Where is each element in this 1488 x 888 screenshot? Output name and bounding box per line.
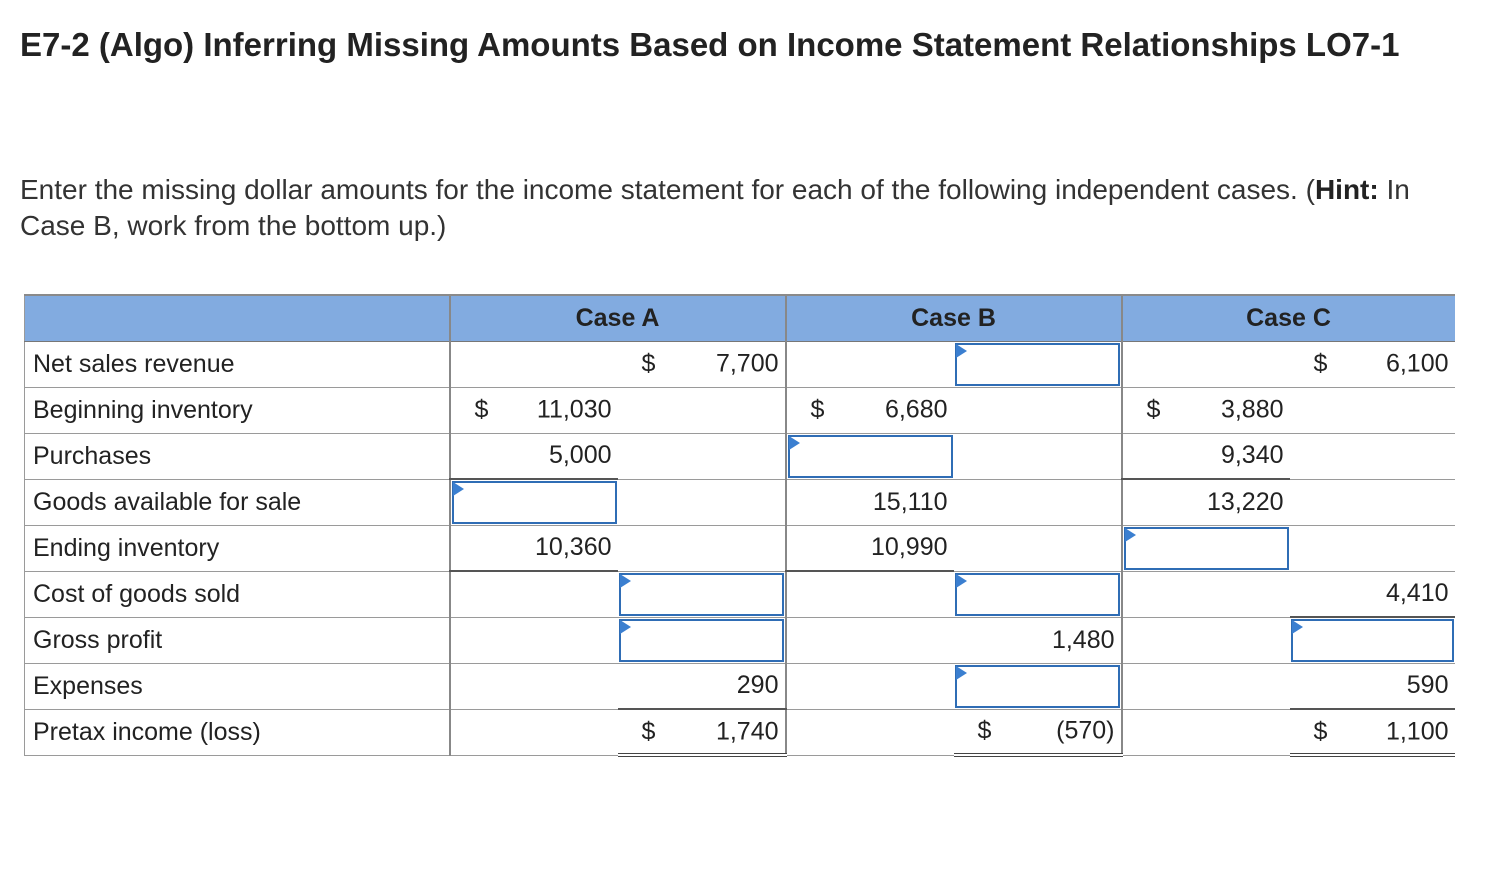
row-pretax-income <box>25 709 1455 755</box>
case-b-goods-available: 15,110 <box>786 479 954 525</box>
case-a-inner <box>450 709 618 755</box>
case-c-gross-profit[interactable] <box>1290 617 1455 663</box>
row-ending-inventory <box>25 525 1455 571</box>
header-case-b: Case B <box>786 295 1122 341</box>
dollar-sign: $ <box>810 395 825 424</box>
dollar-sign: $ <box>977 716 992 745</box>
dollar-sign: $ <box>641 349 656 378</box>
value: 6,100 <box>1385 349 1449 378</box>
dollar-sign: $ <box>1313 717 1328 745</box>
case-a-gross-profit-input[interactable] <box>619 619 784 662</box>
value: (570) <box>1056 716 1115 745</box>
case-c-pretax-income <box>1290 709 1455 755</box>
row-label: Cost of goods sold <box>25 571 450 617</box>
row-label: Goods available for sale <box>25 479 450 525</box>
case-c-goods-available: 13,220 <box>1122 479 1290 525</box>
case-c-outer <box>1290 387 1455 433</box>
row-beginning-inventory <box>25 387 1455 433</box>
case-b-expenses-input[interactable] <box>955 665 1120 708</box>
row-label: Ending inventory <box>25 525 450 571</box>
case-a-ending-inventory: 10,360 <box>450 525 618 571</box>
case-a-cogs[interactable] <box>618 571 786 617</box>
case-c-outer <box>1290 433 1455 479</box>
case-c-purchases: 9,340 <box>1122 433 1290 479</box>
case-b-inner <box>786 709 954 755</box>
value: 1,100 <box>1385 717 1449 745</box>
value: 6,680 <box>884 395 948 424</box>
case-a-gross-profit[interactable] <box>618 617 786 663</box>
case-c-outer <box>1290 525 1455 571</box>
case-c-outer <box>1290 479 1455 525</box>
income-statement-table <box>24 294 1455 757</box>
case-b-net-sales[interactable] <box>954 341 1122 387</box>
case-a-purchases: 5,000 <box>450 433 618 479</box>
case-c-net-sales <box>1290 341 1455 387</box>
case-c-ending-inventory[interactable] <box>1122 525 1290 571</box>
row-label: Beginning inventory <box>25 387 450 433</box>
row-purchases <box>25 433 1455 479</box>
case-a-outer <box>618 433 786 479</box>
case-a-outer <box>618 387 786 433</box>
case-b-inner <box>786 571 954 617</box>
case-b-cogs[interactable] <box>954 571 1122 617</box>
hint-label: Hint: <box>1314 174 1379 205</box>
header-case-c: Case C <box>1122 295 1455 341</box>
row-label: Purchases <box>25 433 450 479</box>
case-c-inner <box>1122 617 1290 663</box>
dollar-sign: $ <box>641 717 656 745</box>
row-label: Gross profit <box>25 617 450 663</box>
case-c-inner <box>1122 341 1290 387</box>
case-b-expenses[interactable] <box>954 663 1122 709</box>
case-b-purchases-input[interactable] <box>788 435 953 478</box>
case-b-beginning-inventory <box>786 387 954 433</box>
case-b-cogs-input[interactable] <box>955 573 1120 616</box>
case-a-goods-available[interactable] <box>450 479 618 525</box>
case-b-net-sales-input[interactable] <box>955 343 1120 386</box>
case-b-purchases[interactable] <box>786 433 954 479</box>
case-a-pretax-income <box>618 709 786 755</box>
case-b-gross-profit: 1,480 <box>954 617 1122 663</box>
case-b-outer <box>954 479 1122 525</box>
case-b-outer <box>954 525 1122 571</box>
row-net-sales-revenue <box>25 341 1455 387</box>
case-a-inner <box>450 663 618 709</box>
case-c-cogs: 4,410 <box>1290 571 1455 617</box>
case-a-beginning-inventory <box>450 387 618 433</box>
case-b-ending-inventory: 10,990 <box>786 525 954 571</box>
case-c-gross-profit-input[interactable] <box>1291 619 1454 662</box>
value: 1,740 <box>715 717 779 745</box>
dollar-sign: $ <box>474 395 489 424</box>
case-a-outer <box>618 479 786 525</box>
case-b-inner <box>786 617 954 663</box>
instructions-text: Enter the missing dollar amounts for the income statement for each of the following independent cases. ( <box>20 174 1315 205</box>
header-label-cell <box>25 295 450 341</box>
value: 7,700 <box>715 349 779 378</box>
case-a-goods-available-input[interactable] <box>452 481 617 524</box>
value: 3,880 <box>1220 395 1284 424</box>
header-row <box>25 295 1455 341</box>
row-goods-available <box>25 479 1455 525</box>
row-label: Expenses <box>25 663 450 709</box>
case-b-outer <box>954 387 1122 433</box>
case-a-cogs-input[interactable] <box>619 573 784 616</box>
page-title: E7-2 (Algo) Inferring Missing Amounts Based on Income Statement Relationships LO7-1 <box>20 26 1400 63</box>
case-a-net-sales <box>618 341 786 387</box>
header-case-a: Case A <box>450 295 786 341</box>
case-a-expenses: 290 <box>618 663 786 709</box>
row-cost-of-goods-sold <box>25 571 1455 617</box>
case-c-inner <box>1122 663 1290 709</box>
case-a-inner <box>450 341 618 387</box>
dollar-sign: $ <box>1313 349 1328 378</box>
case-b-outer <box>954 433 1122 479</box>
row-label: Net sales revenue <box>25 341 450 387</box>
case-b-inner <box>786 663 954 709</box>
instructions <box>20 172 1460 244</box>
case-a-inner <box>450 617 618 663</box>
hint-text: In Case B, work from the bottom up.) <box>20 174 1410 241</box>
case-c-inner <box>1122 709 1290 755</box>
case-c-ending-inventory-input[interactable] <box>1124 527 1289 570</box>
case-a-inner <box>450 571 618 617</box>
case-b-inner <box>786 341 954 387</box>
row-label: Pretax income (loss) <box>25 709 450 755</box>
value: 11,030 <box>536 395 612 424</box>
case-c-expenses: 590 <box>1290 663 1455 709</box>
case-b-pretax-income <box>954 709 1122 755</box>
row-gross-profit <box>25 617 1455 663</box>
case-a-outer <box>618 525 786 571</box>
case-c-inner <box>1122 571 1290 617</box>
case-c-beginning-inventory <box>1122 387 1290 433</box>
dollar-sign: $ <box>1146 395 1161 424</box>
row-expenses <box>25 663 1455 709</box>
